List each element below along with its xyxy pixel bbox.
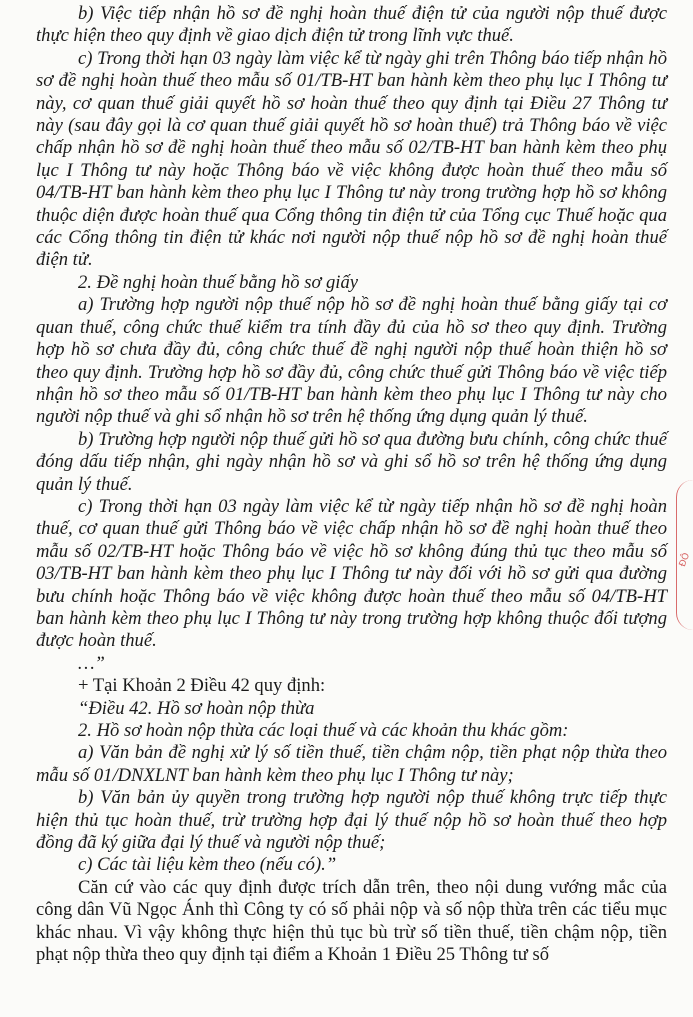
article-42-item-a: a) Văn bản đề nghị xử lý số tiền thuế, tiền chậm nộp, tiền phạt nộp thừa theo mẫu số 01/DNXLNT ban hành kèm theo phụ lục I Thông tư này;: [36, 742, 667, 786]
paragraph-b-paper: b) Trường hợp người nộp thuế gửi hồ sơ qua đường bưu chính, công chức thuế đóng dấu tiếp nhận, ghi ngày nhận hồ sơ và ghi sổ hồ sơ trên hệ thống ứng dụng quản lý thuế.: [36, 428, 667, 495]
paragraph-c-electronic: c) Trong thời hạn 03 ngày làm việc kể từ ngày ghi trên Thông báo tiếp nhận hồ sơ đề nghị hoàn thuế theo mẫu số 01/TB-HT ban hành kèm theo phụ lục I Thông tư này, cơ quan thuế giải quyết hồ sơ hoàn thuế theo quy định tại Điều 27 Thông tư này (sau đây gọi là cơ quan thuế giải quyết hồ sơ hoàn thuế) trả Thông báo về việc chấp nhận hồ sơ đề nghị hoàn thuế theo mẫu số 02/TB-HT ban hành kèm theo phụ lục I Thông tư này hoặc Thông báo về việc không được hoàn thuế theo mẫu số 04/TB-HT ban hành kèm theo phụ lục I Thông tư này trong trường hợp hồ sơ không thuộc diện được hoàn thuế qua Cổng thông tin điện tử của Tổng cục Thuế hoặc qua các Cổng thông tin điện tử khác nơi người nộp thuế nộp hồ sơ đề nghị hoàn thuế điện tử.: [36, 47, 667, 271]
heading-paper-refund: 2. Đề nghị hoàn thuế bằng hồ sơ giấy: [78, 271, 359, 293]
article-42-item-2: 2. Hồ sơ hoàn nộp thừa các loại thuế và các khoản thu khác gồm:: [78, 720, 569, 741]
paragraph-a-paper: a) Trường hợp người nộp thuế nộp hồ sơ đề nghị hoàn thuế bằng giấy tại cơ quan thuế, công chức thuế kiểm tra tính đầy đủ của hồ sơ theo quy định. Trường hợp hồ sơ chưa đầy đủ, công chức thuế đề nghị người nộp thuế hoàn thiện hồ sơ theo quy định. Trường hợp hồ sơ đầy đủ, công chức thuế gửi Thông báo về việc tiếp nhận hồ sơ theo mẫu số 01/TB-HT ban hành kèm theo phụ lục I Thông tư này cho người nộp thuế và ghi sổ nhận hồ sơ trên hệ thống ứng dụng quản lý thuế.: [36, 294, 667, 428]
clause-reference: + Tại Khoản 2 Điều 42 quy định:: [78, 675, 326, 697]
article-42-title: “Điều 42. Hồ sơ hoàn nộp thừa: [78, 697, 315, 719]
conclusion-paragraph: Căn cứ vào các quy định được trích dẫn trên, theo nội dung vướng mắc của công dân Vũ Ngọc Ánh thì Công ty có số phải nộp và số nộp thừa trên các tiểu mục khác nhau. Vì vậy không thực hiện thủ tục bù trừ số tiền thuế, tiền chậm nộp, tiền phạt nộp thừa theo quy định tại điểm a Khoản 1 Điều 25 Thông tư số: [36, 876, 667, 966]
article-42-item-b: b) Văn bản ủy quyền trong trường hợp người nộp thuế không trực tiếp thực hiện thủ tục hoàn thuế, trừ trường hợp đại lý thuế nộp hồ sơ hoàn thuế theo hợp đồng đã ký giữa đại lý thuế và người nộp thuế;: [36, 787, 667, 854]
article-42-item-c: c) Các tài liệu kèm theo (nếu có).”: [78, 854, 337, 876]
ellipsis-quote-end: …”: [78, 652, 105, 674]
paragraph-b-electronic: b) Việc tiếp nhận hồ sơ đề nghị hoàn thuế điện tử của người nộp thuế được thực hiện theo quy định về giao dịch điện tử trong lĩnh vực thuế.: [36, 3, 667, 47]
red-stamp-text: ĐÔ: [677, 551, 693, 569]
paragraph-c-paper: c) Trong thời hạn 03 ngày làm việc kể từ ngày tiếp nhận hồ sơ đề nghị hoàn thuế, cơ quan thuế gửi Thông báo về việc chấp nhận hồ sơ đề nghị hoàn thuế theo mẫu số 02/TB-HT hoặc Thông báo về việc hồ sơ không đúng thủ tục theo mẫu số 03/TB-HT ban hành kèm theo phụ lục I Thông tư này đối với hồ sơ gửi qua đường bưu chính hoặc Thông báo về việc không được hoàn thuế theo mẫu số 04/TB-HT ban hành kèm theo phụ lục I Thông tư này trong trường hợp không thuộc đối tượng được hoàn thuế.: [36, 495, 667, 652]
